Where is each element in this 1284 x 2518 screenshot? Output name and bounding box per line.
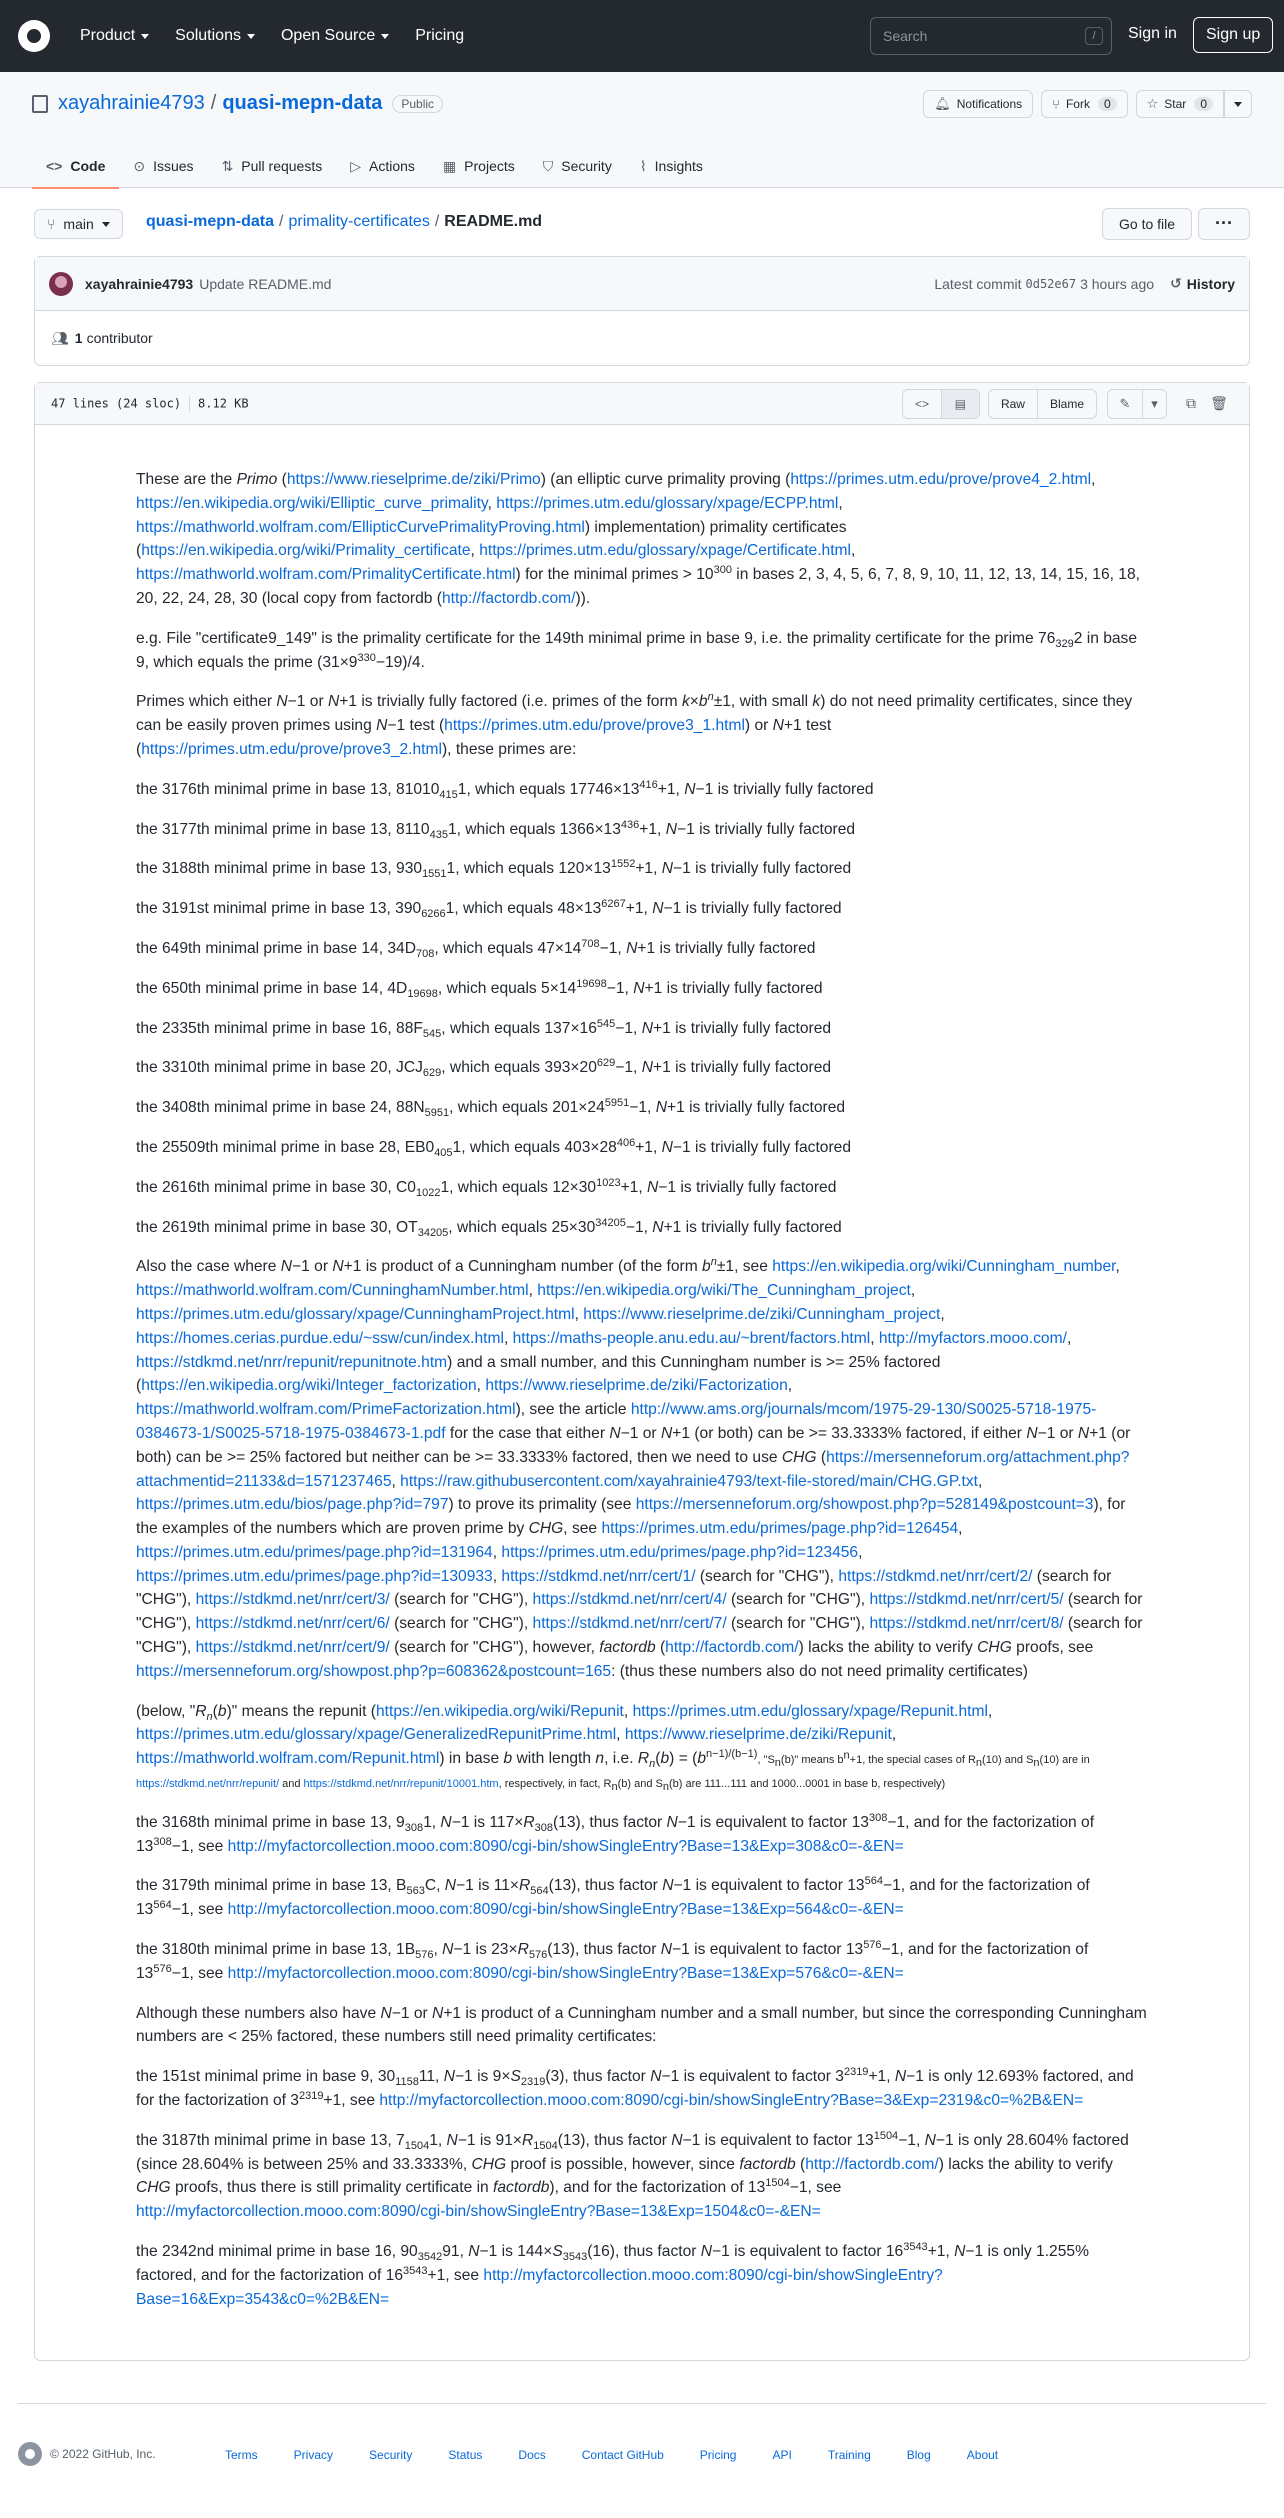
tab-security[interactable]: ⛉ Security — [542, 157, 612, 174]
link[interactable]: https://primes.utm.edu/glossary/xpage/Repunit.html — [632, 1702, 988, 1720]
link[interactable]: http://factordb.com/ — [441, 589, 576, 607]
link[interactable]: https://primes.utm.edu/primes/page.php?id=131964 — [136, 1543, 493, 1561]
link[interactable]: http://factordb.com/ — [805, 2155, 939, 2173]
example-paragraph: e.g. File "certificate9_149" is the primality certificate for the 149th minimal prime in base 9, i.e. the primality certificate for the prime $76_{329}2$ in base 9, which equals the prime $(31\times 9^{330}-19)/4$. — [136, 629, 1138, 671]
copyright: © 2022 GitHub, Inc. — [50, 2447, 156, 2461]
link[interactable]: http://myfactorcollection.mooo.com:8090/cgi-bin/showSingleEntry?Base=13&Exp=308&c0=-&EN= — [227, 1837, 904, 1855]
footer-link-pricing[interactable]: Pricing — [699, 2448, 737, 2462]
nav-solutions[interactable]: Solutions — [175, 27, 255, 45]
file-info: 47 lines (24 sloc) 8.12 KB — [51, 396, 249, 410]
link[interactable]: https://homes.cerias.purdue.edu/~ssw/cun/index.html — [136, 1329, 504, 1347]
trivial-prime-item: the 2619th minimal prime in base 30, $OT_{34205}$, which equals $25\times 30^{34205}-1$, N+1 is trivially fully factored — [136, 1216, 842, 1239]
sign-in-link[interactable]: Sign in — [1128, 25, 1177, 42]
commit-meta: Latest commit 0d52e67 3 hours ago ↺ History — [934, 275, 1235, 292]
repo-tabs — [32, 144, 717, 188]
link[interactable]: https://www.rieselprime.de/ziki/Repunit — [624, 1726, 892, 1744]
chevron-down-icon[interactable]: ▾ — [1142, 390, 1166, 418]
link[interactable]: https://stdkmd.net/nrr/cert/8/ — [869, 1615, 1064, 1633]
link[interactable]: https://primes.utm.edu/bios/page.php?id=797 — [136, 1496, 449, 1514]
breadcrumb-dir[interactable]: primality-certificates — [288, 213, 430, 230]
commit-box — [34, 256, 1250, 366]
footer-link-blog[interactable]: Blog — [906, 2448, 931, 2462]
repunit-prime-item: the 3168th minimal prime in base 13, $9_{308}1$, N−1 is $117\times R_{308}(13)$, thus factor N−1 is equivalent to factor $13^{308}-1$, and for the factorization of $13^{308}-1$, see http://myfactorcollection.mooo.com:8090/cgi-bin/showSingleEntry?Base=13&Exp=308&c0=-&EN= — [136, 1811, 1095, 1855]
link[interactable]: https://mathworld.wolfram.com/PrimeFactorization.html — [136, 1401, 516, 1419]
link[interactable]: http://myfactorcollection.mooo.com:8090/cgi-bin/showSingleEntry?Base=13&Exp=576&c0=-&EN= — [227, 1964, 904, 1982]
link[interactable]: https://primes.utm.edu/primes/page.php?id=126454 — [601, 1520, 959, 1538]
search-input[interactable]: Search / — [870, 17, 1112, 55]
search-shortcut-key: / — [1085, 27, 1103, 45]
tab-actions[interactable]: ▷ Actions — [350, 157, 415, 174]
more-options-button[interactable]: ··· — [1198, 208, 1250, 240]
trivial-prime-item: the 649th minimal prime in base 14, $34D_{708}$, which equals $47\times 14^{708}-1$, N+1 is trivially fully factored — [136, 937, 816, 961]
sign-up-button[interactable]: Sign up — [1193, 17, 1273, 53]
repo-title — [32, 92, 443, 115]
footer-link-status[interactable]: Status — [448, 2448, 483, 2462]
readme-article — [136, 468, 1148, 2327]
footer-link-terms[interactable]: Terms — [225, 2448, 258, 2462]
link[interactable]: https://primes.utm.edu/prove/prove3_2.html — [141, 740, 442, 758]
link[interactable]: https://www.rieselprime.de/ziki/Factorization — [485, 1377, 788, 1395]
link[interactable]: https://primes.utm.edu/glossary/xpage/ECPP.html — [496, 494, 839, 512]
table-icon: ▦ — [442, 157, 457, 174]
repo-owner-link[interactable]: xayahrainie4793 — [58, 92, 205, 114]
code-view-icon[interactable]: <> — [914, 396, 929, 411]
pull-request-icon: ⇅ — [221, 157, 234, 174]
fork-icon: ⑂ — [1052, 96, 1060, 112]
footer-links — [225, 2448, 1034, 2462]
people-icon: 👥︎ — [51, 329, 69, 346]
trivial-prime-item: the 3177th minimal prime in base 13, $8110_{435}1$, which equals $1366\times 13^{436}+1$, N−1 is trivially fully factored — [136, 818, 856, 841]
star-count: 0 — [1194, 97, 1213, 111]
history-icon: ↺ — [1170, 275, 1182, 291]
go-to-file-button[interactable]: Go to file — [1102, 208, 1192, 240]
trivial-prime-item: the 3310th minimal prime in base 20, $JCJ_{629}$, which equals $393\times 20^{629}-1$, N+1 is trivially fully factored — [136, 1057, 832, 1080]
nav-open-source[interactable]: Open Source — [281, 27, 389, 45]
nav-product[interactable]: Product — [80, 27, 149, 45]
link[interactable]: http://myfactorcollection.mooo.com:8090/cgi-bin/showSingleEntry?Base=13&Exp=564&c0=-&EN= — [227, 1901, 904, 1919]
contributors[interactable]: 👥︎ 1 contributor — [51, 329, 153, 346]
link[interactable]: http://myfactors.mooo.com/ — [878, 1329, 1067, 1347]
certificate-prime-item: the 2342nd minimal prime in base 16, $90_{3542}91$, N−1 is $144\times S_{3543}(16)$, thus factor N−1 is equivalent to factor $16^{3543}+1$, N−1 is only 1.255% factored, and for the factorization of $16^{3543}+1$, see http://myfactorcollection.mooo.com:8090/cgi-bin/showSingleEntry?Base=16&Exp=3543&c0=%2B&EN= — [136, 2240, 1089, 2308]
tab-pull-requests[interactable]: ⇅ Pull requests — [221, 157, 323, 174]
footer-divider — [18, 2403, 1266, 2404]
link[interactable]: https://mathworld.wolfram.com/PrimalityCertificate.html — [136, 566, 516, 584]
link[interactable]: https://mersenneforum.org/showpost.php?p=608362&postcount=165 — [136, 1662, 612, 1680]
footer — [18, 2442, 156, 2466]
tab-projects[interactable]: ▦ Projects — [442, 157, 515, 174]
repo-actions — [915, 90, 1252, 118]
blame-button[interactable]: Blame — [1037, 390, 1096, 418]
chevron-down-icon — [141, 34, 149, 39]
commit-sha[interactable]: 0d52e67 — [1025, 276, 1077, 291]
edit-group — [1107, 389, 1167, 419]
history-link[interactable]: ↺ History — [1170, 275, 1235, 292]
play-icon: ▷ — [350, 157, 362, 174]
link[interactable]: https://en.wikipedia.org/wiki/Repunit — [375, 1702, 624, 1720]
star-icon: ☆ — [1146, 96, 1159, 111]
chevron-down-icon — [1234, 102, 1242, 107]
link[interactable]: https://stdkmd.net/nrr/cert/2/ — [838, 1567, 1033, 1585]
trivial-prime-item: the 650th minimal prime in base 14, $4D_{19698}$, which equals $5\times 14^{19698}-1$, N+1 is trivially fully factored — [136, 977, 823, 1000]
link[interactable]: https://raw.githubusercontent.com/xayahrainie4793/text-file-stored/main/CHG.GP.txt — [400, 1472, 978, 1490]
link[interactable]: https://www.rieselprime.de/ziki/Cunningham_project — [583, 1305, 941, 1323]
link[interactable]: https://mathworld.wolfram.com/EllipticCurvePrimalityProving.html — [136, 518, 585, 536]
link[interactable]: https://stdkmd.net/nrr/cert/7/ — [532, 1615, 727, 1633]
footer-link-about[interactable]: About — [966, 2448, 999, 2462]
trivial-prime-item: the 3188th minimal prime in base 13, $930_{1551}1$, which equals $120\times 13^{1552}+1$, N−1 is trivially fully factored — [136, 858, 852, 881]
link[interactable]: https://stdkmd.net/nrr/repunit/repunitnote.htm — [136, 1353, 448, 1371]
trivial-prime-item: the 2616th minimal prime in base 30, $C0_{1022}1$, which equals $12\times 30^{1023}+1$, N−1 is trivially fully factored — [136, 1176, 837, 1199]
copy-icon[interactable]: ⧉ — [1186, 395, 1196, 411]
link[interactable]: https://mathworld.wolfram.com/CunninghamNumber.html — [136, 1282, 529, 1300]
notifications-button[interactable]: 🔔︎ Notifications — [923, 90, 1033, 118]
breadcrumb: quasi-mepn-data / primality-certificates / README.md — [146, 213, 543, 230]
repo-name-link[interactable]: quasi-mepn-data — [222, 92, 383, 114]
chevron-down-icon — [381, 34, 389, 39]
star-list-dropdown[interactable] — [1224, 90, 1252, 118]
footer-link-api[interactable]: API — [772, 2448, 792, 2462]
repo-icon — [32, 95, 48, 113]
chevron-down-icon — [247, 34, 255, 39]
trivial-prime-item: the 25509th minimal prime in base 28, $EB0_{405}1$, which equals $403\times 28^{406}+1$, N−1 is trivially fully factored — [136, 1136, 852, 1160]
link[interactable]: https://stdkmd.net/nrr/cert/5/ — [869, 1591, 1064, 1609]
fork-button[interactable]: ⑂ Fork 0 — [1041, 90, 1128, 118]
tab-code[interactable]: <> Code — [32, 144, 119, 188]
graph-icon: ⌇ — [639, 157, 647, 174]
file-header — [35, 383, 1249, 425]
link[interactable]: https://mathworld.wolfram.com/Repunit.html — [136, 1750, 440, 1768]
link[interactable]: http://myfactorcollection.mooo.com:8090/cgi-bin/showSingleEntry?Base=13&Exp=1504&c0=-&EN= — [136, 2203, 821, 2221]
link[interactable]: https://primes.utm.edu/glossary/xpage/Certificate.html — [479, 542, 852, 560]
trivial-prime-item: the 3191st minimal prime in base 13, $390_{6266}1$, which equals $48\times 13^{6267}+1$, N−1 is trivially fully factored — [136, 897, 842, 921]
file-view-icon[interactable]: ▤ — [941, 390, 979, 418]
latest-commit — [35, 257, 1249, 311]
tab-issues[interactable]: ⊙ Issues — [133, 157, 194, 174]
github-logo-icon[interactable] — [18, 2442, 42, 2466]
link[interactable]: https://stdkmd.net/nrr/repunit/10001.htm — [303, 1778, 499, 1791]
link[interactable]: https://en.wikipedia.org/wiki/Primality_certificate — [141, 542, 471, 560]
link[interactable]: https://stdkmd.net/nrr/cert/6/ — [195, 1615, 390, 1633]
footer-link-training[interactable]: Training — [827, 2448, 871, 2462]
footer-link-docs[interactable]: Docs — [518, 2448, 546, 2462]
trivial-intro-paragraph: Primes which either N−1 or N+1 is trivially fully factored (i.e. primes of the form $k\times b^n\pm 1$, with small k) do not need primality certificates, since they can be easily proven primes using N−1 test (https://primes.utm.edu/prove/prove3_1.html) or N+1 test (https://primes.utm.edu/prove/prove3_2.html), these primes are: — [136, 691, 1133, 758]
footer-link-security[interactable]: Security — [369, 2448, 413, 2462]
star-button[interactable]: ☆ Star 0 — [1136, 90, 1224, 118]
footer-link-privacy[interactable]: Privacy — [293, 2448, 334, 2462]
visibility-badge: Public — [392, 95, 443, 113]
certificate-prime-item: the 151st minimal prime in base 9, $30_{1158}11$, N−1 is $9\times S_{2319}(3)$, thus factor N−1 is equivalent to factor $3^{2319}+1$, N−1 is only 12.693% factored, and for the factorization of $3^{2319}+1$, see http://myfactorcollection.mooo.com:8090/cgi-bin/showSingleEntry?Base=3&Exp=2319&c0=%2B&EN= — [136, 2066, 1134, 2110]
commit-message[interactable]: Update README.md — [199, 275, 332, 292]
branch-selector[interactable]: ⑂ main — [34, 209, 123, 239]
link[interactable]: https://stdkmd.net/nrr/cert/4/ — [532, 1591, 727, 1609]
link[interactable]: https://en.wikipedia.org/wiki/The_Cunningham_project — [537, 1282, 911, 1300]
link[interactable]: https://primes.utm.edu/primes/page.php?id=130933 — [136, 1567, 493, 1585]
link[interactable]: https://en.wikipedia.org/wiki/Cunningham_number — [772, 1258, 1116, 1276]
github-logo-icon[interactable] — [18, 20, 50, 52]
breadcrumb-repo[interactable]: quasi-mepn-data — [146, 213, 275, 230]
certificate-prime-item: the 3187th minimal prime in base 13, $7_{1504}1$, N−1 is $91\times R_{1504}(13)$, thus factor N−1 is equivalent to factor $13^{1504}-1$, N−1 is only 28.604% factored (since 28.604% is between 25% and 33.3333%, CHG proof is possible, however, since factordb (http://factordb.com/) lacks the ability to verify CHG proofs, thus there is still primality certificate in factordb), and for the factorization of $13^{1504}-1$, see http://myfactorcollection.mooo.com:8090/cgi-bin/showSingleEntry?Base=13&Exp=1504&c0=-&EN= — [136, 2129, 1129, 2221]
repo-separator: / — [210, 92, 217, 114]
global-nav — [80, 27, 490, 45]
avatar[interactable] — [49, 272, 73, 296]
trash-icon[interactable]: 🗑︎ — [1210, 395, 1228, 411]
issue-icon: ⊙ — [133, 157, 146, 174]
link[interactable]: https://primes.utm.edu/primes/page.php?id=123456 — [501, 1543, 859, 1561]
code-icon: <> — [46, 158, 63, 174]
repunit-note-paragraph: (below, "$R_n(b)$" means the repunit (https://en.wikipedia.org/wiki/Repunit, https://primes.utm.edu/glossary/xpage/Repunit.html, https://primes.utm.edu/glossary/xpage/GeneralizedRepunitPrime.html, https://www.rieselprime.de/ziki/Repunit, https://mathworld.wolfram.com/Repunit.html) in base b with length n, i.e. $R_n(b) = (b^{n-1)/(b-1)}$, "$S_n(b)$" means $b^n+1$, the special cases of $R_n(10)$ and $S_n(10)$ are in https://stdkmd.net/nrr/repunit/ and https://stdkmd.net/nrr/repunit/10001.htm, respectively, in fact, $R_n(b)$ and $S_n(b)$ are 111...111 and 1000...0001 in base b, respectively) — [136, 1702, 1090, 1794]
repunit-prime-item: the 3179th minimal prime in base 13, $B_{563}C$, N−1 is $11\times R_{564}(13)$, thus factor N−1 is equivalent to factor $13^{564}-1$, and for the factorization of $13^{564}-1$, see http://myfactorcollection.mooo.com:8090/cgi-bin/showSingleEntry?Base=13&Exp=564&c0=-&EN= — [136, 1875, 1090, 1919]
view-toggle — [902, 389, 980, 419]
link[interactable]: https://mersenneforum.org/showpost.php?p=528149&postcount=3 — [635, 1496, 1094, 1514]
breadcrumb-file: README.md — [444, 213, 543, 230]
link[interactable]: https://stdkmd.net/nrr/repunit/ — [136, 1778, 280, 1791]
link[interactable]: https://primes.utm.edu/prove/prove3_1.html — [444, 717, 745, 735]
branch-icon: ⑂ — [47, 216, 56, 232]
trivial-prime-item: the 3176th minimal prime in base 13, $81010_{415}1$, which equals $17746\times 13^{416}+1$, N−1 is trivially fully factored — [136, 778, 874, 801]
link[interactable]: https://maths-people.anu.edu.au/~brent/factors.html — [512, 1329, 871, 1347]
raw-button[interactable]: Raw — [1000, 396, 1025, 411]
bell-icon: 🔔︎ — [934, 96, 951, 111]
link[interactable]: https://en.wikipedia.org/wiki/Elliptic_curve_primality — [136, 494, 488, 512]
fork-count: 0 — [1098, 97, 1117, 111]
trivial-prime-item: the 3408th minimal prime in base 24, $88N_{5951}$, which equals $201\times 24^{5951}-1$, N+1 is trivially fully factored — [136, 1096, 846, 1120]
tab-insights[interactable]: ⌇ Insights — [639, 157, 703, 174]
link[interactable]: http://myfactorcollection.mooo.com:8090/cgi-bin/showSingleEntry?Base=3&Exp=2319&c0=%2B&EN= — [379, 2092, 1084, 2110]
shield-icon: ⛉ — [542, 157, 554, 174]
link[interactable]: https://stdkmd.net/nrr/cert/3/ — [195, 1591, 390, 1609]
raw-blame-group — [988, 389, 1097, 419]
link[interactable]: http://myfactorcollection.mooo.com:8090/cgi-bin/showSingleEntry?Base=16&Exp=3543&c0=%2B&EN= — [136, 2266, 943, 2308]
link[interactable]: https://stdkmd.net/nrr/cert/9/ — [195, 1639, 390, 1657]
link[interactable]: https://primes.utm.edu/prove/prove4_2.html — [790, 471, 1092, 488]
pencil-icon[interactable]: ✎ — [1119, 395, 1131, 411]
intro-paragraph: These are the Primo (https://www.rieselprime.de/ziki/Primo) (an elliptic curve primality proving (https://primes.utm.edu/prove/prove4_2.html, https://en.wikipedia.org/wiki/Elliptic_curve_primality, https://primes.utm.edu/glossary/xpage/ECPP.html, https://mathworld.wolfram.com/EllipticCurvePrimalityProving.html) implementation) primality certificates (https://en.wikipedia.org/wiki/Primality_certificate, https://primes.utm.edu/glossary/xpage/Certificate.html, https://mathworld.wolfram.com/PrimalityCertificate.html) for the minimal primes > $10^{300}$ in bases 2, 3, 4, 5, 6, 7, 8, 9, 10, 11, 12, 13, 14, 15, 16, 18, 20, 22, 24, 28, 30 (local copy from factordb (http://factordb.com/)). — [136, 471, 1140, 607]
link[interactable]: https://primes.utm.edu/glossary/xpage/GeneralizedRepunitPrime.html — [136, 1726, 617, 1744]
link[interactable]: https://en.wikipedia.org/wiki/Integer_factorization — [141, 1377, 477, 1395]
link[interactable]: https://mersenneforum.org/attachment.php?attachmentid=21133&d=1571237465 — [136, 1448, 1130, 1490]
link[interactable]: https://stdkmd.net/nrr/cert/1/ — [501, 1567, 696, 1585]
link[interactable]: https://www.rieselprime.de/ziki/Primo — [286, 471, 541, 488]
file-tools — [902, 389, 1233, 419]
footer-link-contact[interactable]: Contact GitHub — [581, 2448, 664, 2462]
commit-author[interactable]: xayahrainie4793 — [85, 275, 194, 292]
link[interactable]: http://factordb.com/ — [665, 1639, 799, 1657]
link[interactable]: https://primes.utm.edu/glossary/xpage/CunninghamProject.html — [136, 1305, 575, 1323]
nav-pricing[interactable]: Pricing — [415, 27, 465, 44]
global-header — [0, 0, 1284, 72]
chevron-down-icon — [102, 222, 110, 227]
trivial-prime-item: the 2335th minimal prime in base 16, $88F_{545}$, which equals $137\times 16^{545}-1$, N+1 is trivially fully factored — [136, 1017, 832, 1040]
needs-certificate-paragraph: Although these numbers also have N−1 or N+1 is product of a Cunningham number and a small number, but since the corresponding Cunningham numbers are < 25% factored, these numbers still need primality certificates: — [136, 2004, 1147, 2046]
link[interactable]: http://www.ams.org/journals/mcom/1975-29-130/S0025-5718-1975-0384673-1/S0025-5718-1975-0384673-1.pdf — [136, 1401, 1097, 1442]
repunit-prime-item: the 3180th minimal prime in base 13, $1B_{576}$, N−1 is $23\times R_{576}(13)$, thus factor N−1 is equivalent to factor $13^{576}-1$, and for the factorization of $13^{576}-1$, see http://myfactorcollection.mooo.com:8090/cgi-bin/showSingleEntry?Base=13&Exp=576&c0=-&EN= — [136, 1938, 1089, 1982]
cunningham-paragraph: Also the case where N−1 or N+1 is product of a Cunningham number (of the form $b^n\pm 1$, see https://en.wikipedia.org/wiki/Cunningham_number, https://mathworld.wolfram.com/CunninghamNumber.html, https://en.wikipedia.org/wiki/The_Cunningham_project, https://primes.utm.edu/glossary/xpage/CunninghamProject.html, https://www.rieselprime.de/ziki/Cunningham_project, https://homes.cerias.purdue.edu/~ssw/cun/index.html, https://maths-people.anu.edu.au/~brent/factors.html, http://myfactors.mooo.com/, https://stdkmd.net/nrr/repunit/repunitnote.htm) and a small number, and this Cunningham number is >= 25% factored (https://en.wikipedia.org/wiki/Integer_factorization, https://www.rieselprime.de/ziki/Factorization, https://mathworld.wolfram.com/PrimeFactorization.html), see the article http://www.ams.org/journals/mcom/1975-29-130/S0025-5718-1975-0384673-1/S0025-5718-1975-0384673-1.pdf for the case that either N−1 or N+1 (or both) can be >= 33.3333% factored, if either N−1 or N+1 (or both) can be >= 25% factored but neither can be >= 33.3333% factored, then we need to use CHG (https://mersenneforum.org/attachment.php?attachmentid=21133&d=1571237465, https://raw.githubusercontent.com/xayahrainie4793/text-file-stored/main/CHG.GP.txt, https://primes.utm.edu/bios/page.php?id=797) to prove its primality (see https://mersenneforum.org/showpost.php?p=528149&postcount=3), for the examples of the numbers which are proven prime by CHG, see https://primes.utm.edu/primes/page.php?id=126454, https://primes.utm.edu/primes/page.php?id=131964, https://primes.utm.edu/primes/page.php?id=123456, https://primes.utm.edu/primes/page.php?id=130933, https://stdkmd.net/nrr/cert/1/ (search for "CHG"), https://stdkmd.net/nrr/cert/2/ (search for "CHG"), https://stdkmd.net/nrr/cert/3/ (search for "CHG"), https://stdkmd.net/nrr/cert/4/ (search for "CHG"), https://stdkmd.net/nrr/cert/5/ (search for "CHG"), https://stdkmd.net/nrr/cert/6/ (search for "CHG"), https://stdkmd.net/nrr/cert/7/ (search for "CHG"), https://stdkmd.net/nrr/cert/8/ (search for "CHG"), https://stdkmd.net/nrr/cert/9/ (search for "CHG"), however, factordb (http://factordb.com/) lacks the ability to verify CHG proofs, see https://mersenneforum.org/showpost.php?p=608362&postcount=165: (thus these numbers also do not need primality certificates) — [136, 1256, 1143, 1680]
